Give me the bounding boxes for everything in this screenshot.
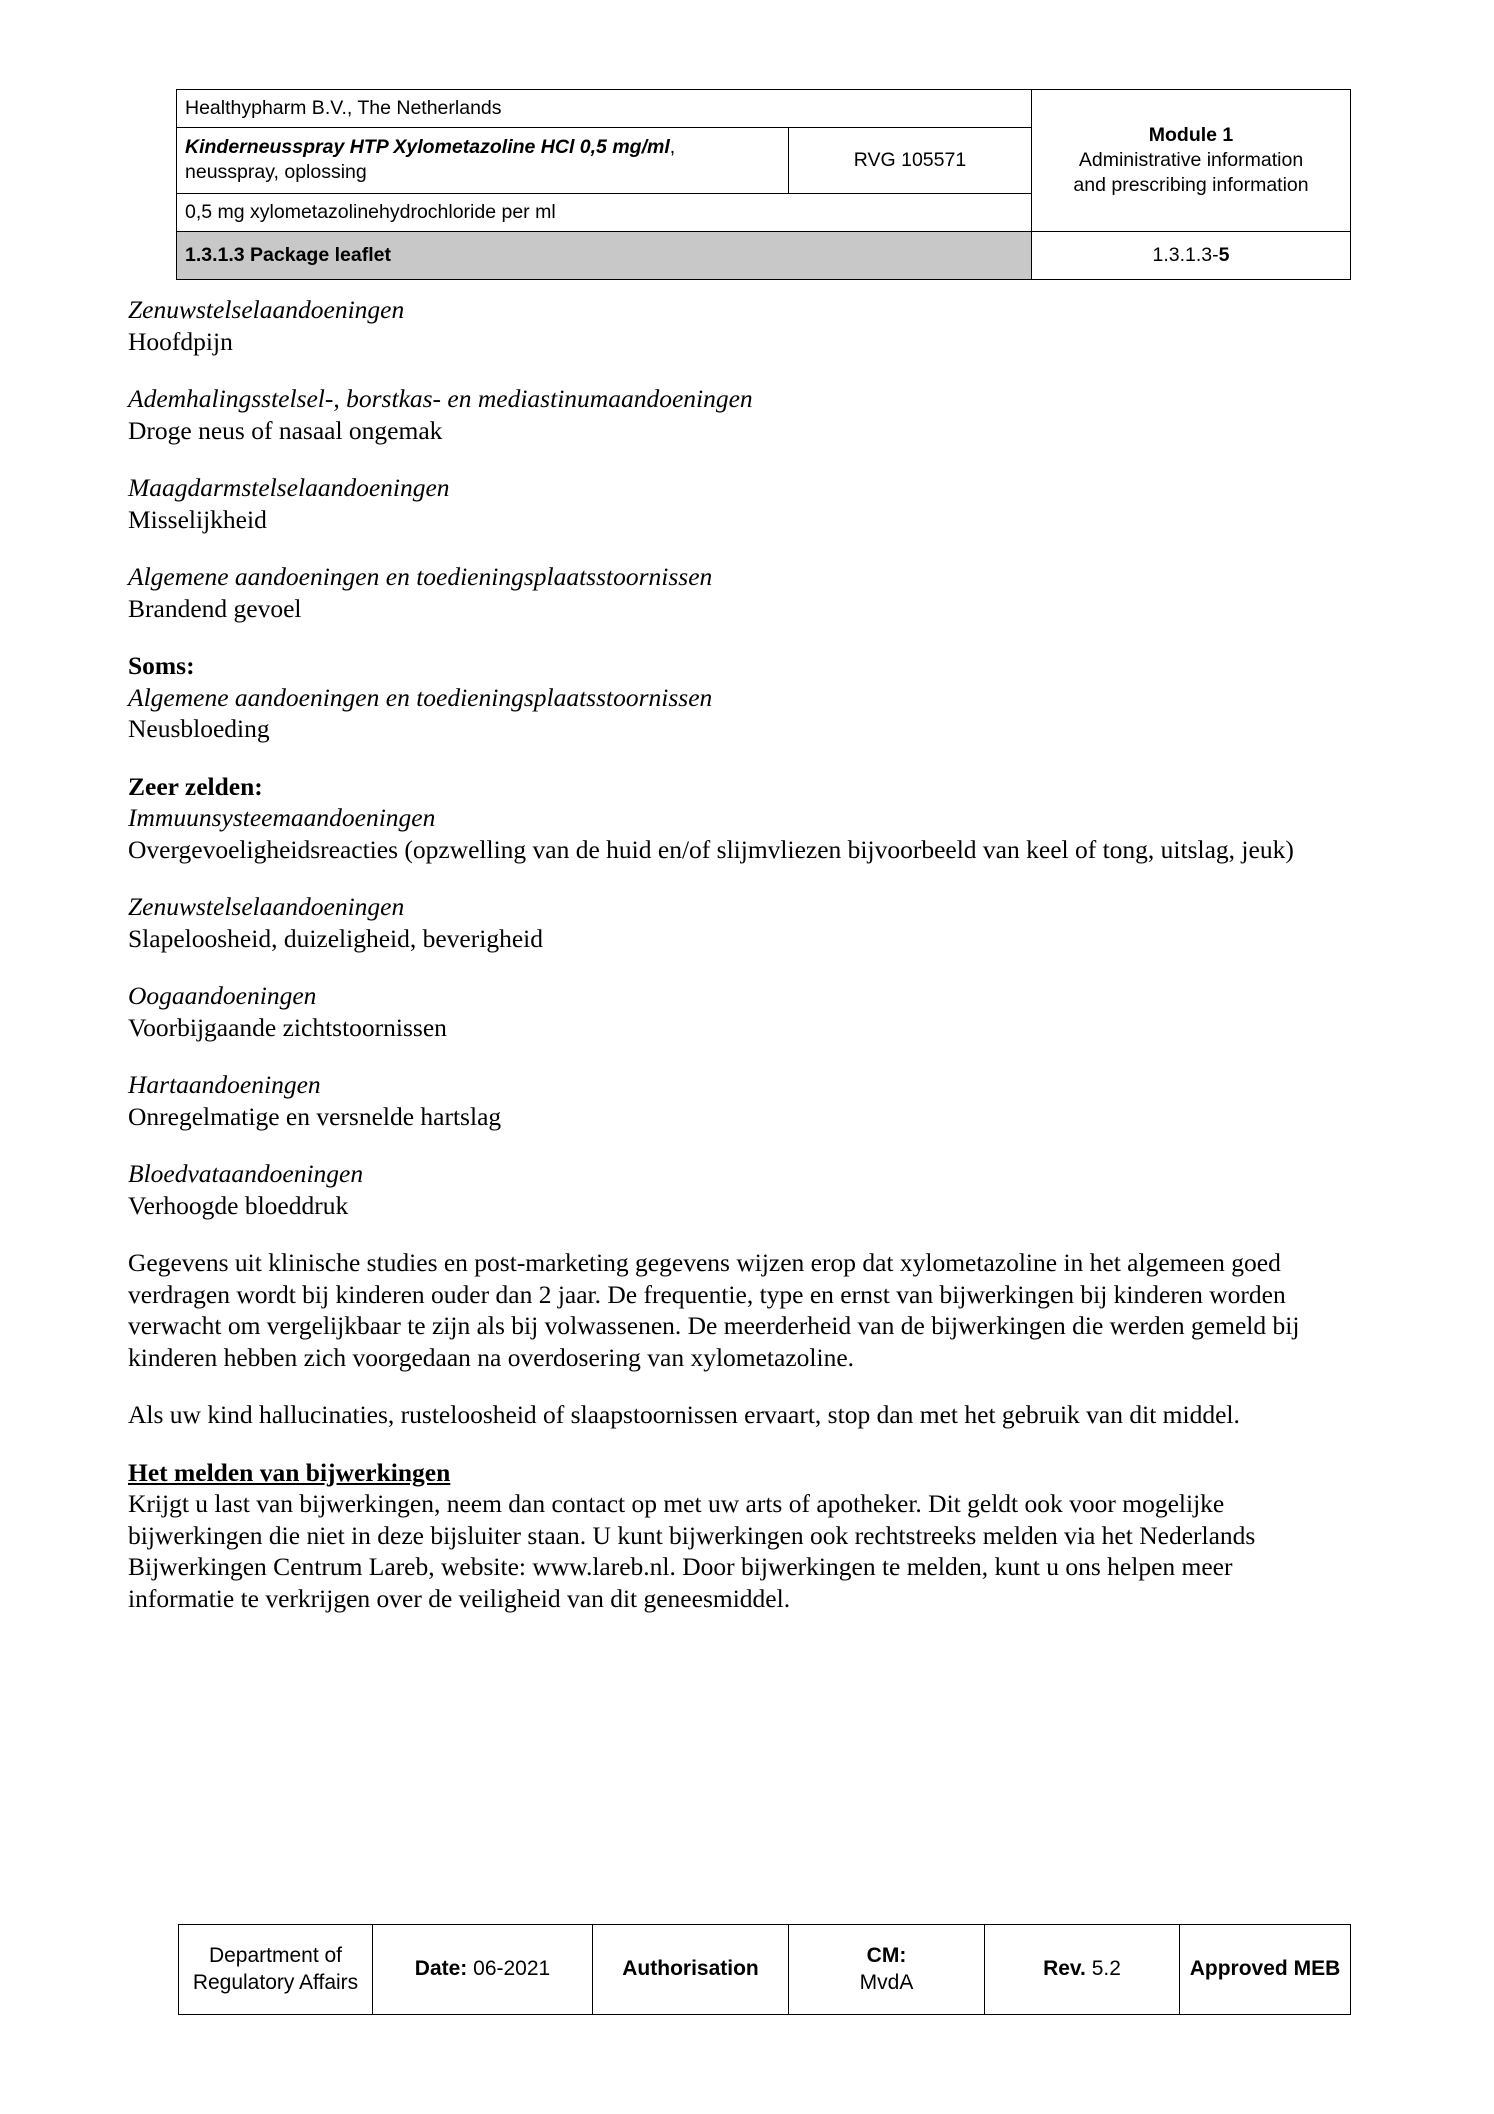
header-module-cell (1032, 90, 1351, 232)
date-value: 06-2021 (473, 1957, 551, 1981)
adverse-effect-term: Droge neus of nasaal ongemak (128, 415, 443, 445)
adverse-effect-group (128, 1069, 1343, 1132)
adverse-effect-group (128, 891, 1343, 954)
leaflet-body (128, 294, 1343, 1614)
adverse-effect-group (128, 980, 1343, 1043)
system-organ-class: Zenuwstelselaandoeningen (128, 295, 405, 324)
module-title: Module 1 (1148, 123, 1234, 146)
frequency-block-zeer-zelden (128, 771, 1343, 866)
department-line1: Department of (208, 1944, 343, 1968)
document-number-prefix: 1.3.1.3- (1152, 243, 1219, 266)
footer-revision-cell (985, 1925, 1180, 2015)
document-page-number: 5 (1218, 243, 1230, 266)
adverse-effect-term: Slapeloosheid, duizeligheid, beverigheid (128, 923, 543, 953)
adverse-effect-term: Misselijkheid (128, 504, 267, 534)
cm-label: CM: (866, 1944, 907, 1968)
header-row-company (177, 90, 1351, 128)
document-header-table (176, 89, 1351, 280)
adverse-effect-term: Neusbloeding (128, 714, 270, 743)
paragraph-hallucinations-warning: Als uw kind hallucinaties, rusteloosheid of slaapstoornissen ervaart, stop dan met het gebruik van dit middel. (128, 1400, 1240, 1429)
footer-cm-cell (789, 1925, 985, 2015)
footer-date-cell (373, 1925, 593, 2015)
header-row-section (177, 232, 1351, 280)
reporting-text: Krijgt u last van bijwerkingen, neem dan contact op met uw arts of apotheker. Dit geldt ook voor mogelijke bijwerkingen die niet in deze bijsluiter staan. U kunt bijwerkingen ook rechtstreeks melden via het Nederlands Bijwerkingen Centrum Lareb, website: www.lareb.nl. Door bijwerkingen te melden, kunt u ons helpen meer informatie te verkrijgen over de veiligheid van dit geneesmiddel. (128, 1489, 1256, 1613)
footer-department-cell (179, 1925, 373, 2015)
system-organ-class: Oogaandoeningen (128, 981, 317, 1010)
approved-label: Approved MEB (1189, 1957, 1341, 1981)
reporting-heading: Het melden van bijwerkingen (128, 1457, 451, 1487)
system-organ-class: Immuunsysteemaandoeningen (128, 803, 436, 832)
product-form: neusspray, oplossing (185, 161, 367, 183)
product-name-comma: , (669, 136, 676, 159)
header-registration-cell (789, 128, 1032, 194)
header-company-cell (177, 90, 1032, 128)
frequency-label: Soms: (128, 651, 195, 680)
header-strength-cell (177, 194, 1032, 232)
document-footer-table (178, 1924, 1351, 2015)
footer-row (179, 1925, 1351, 2015)
system-organ-class: Hartaandoeningen (128, 1070, 321, 1099)
authorisation-label: Authorisation (622, 1957, 759, 1981)
cm-value: MvdA (859, 1970, 914, 1994)
system-organ-class: Bloedvataandoeningen (128, 1159, 364, 1188)
adverse-effect-term: Voorbijgaande zichtstoornissen (128, 1012, 447, 1042)
footer-approved-cell (1180, 1925, 1351, 2015)
adverse-effect-group (128, 1158, 1343, 1221)
system-organ-class: Maagdarmstelselaandoeningen (128, 473, 450, 502)
document-number-cell (1032, 232, 1351, 280)
system-organ-class: Algemene aandoeningen en toedieningsplaatsstoornissen (128, 562, 713, 591)
registration-number: RVG 105571 (853, 148, 967, 171)
product-name: Kinderneusspray HTP Xylometazoline HCl 0,5 mg/ml (185, 136, 670, 159)
system-organ-class: Algemene aandoeningen en toedieningsplaatsstoornissen (128, 682, 713, 712)
adverse-effect-term: Hoofdpijn (128, 326, 233, 356)
header-product-cell (177, 128, 789, 194)
strength-text: 0,5 mg xylometazolinehydrochloride per ml (185, 200, 556, 223)
section-title-cell (177, 232, 1032, 280)
adverse-effect-term: Brandend gevoel (128, 593, 302, 623)
footer-authorisation-cell (593, 1925, 789, 2015)
revision-label: Rev. (1043, 1957, 1086, 1981)
frequency-block-soms (128, 650, 1343, 745)
company-name: Healthypharm B.V., The Netherlands (185, 96, 502, 119)
module-subtitle-line2: and prescribing information (1073, 173, 1309, 196)
revision-value: 5.2 (1091, 1957, 1121, 1981)
system-organ-class: Ademhalingsstelsel-, borstkas- en mediastinumaandoeningen (128, 384, 753, 413)
paragraph-children-tolerability: Gegevens uit klinische studies en post-marketing gegevens wijzen erop dat xylometazoline in het algemeen goed verdragen wordt bij kinderen ouder dan 2 jaar. De frequentie, type en ernst van bijwerkingen bij kinderen worden verwacht om vergelijkbaar te zijn als bij volwassenen. De meerderheid van de bijwerkingen die werden gemeld bij kinderen hebben zich voorgedaan na overdosering van xylometazoline. (128, 1248, 1300, 1372)
adverse-effect-group (128, 383, 1343, 446)
system-organ-class: Zenuwstelselaandoeningen (128, 892, 405, 921)
adverse-effect-group (128, 561, 1343, 624)
adverse-effect-term: Onregelmatige en versnelde hartslag (128, 1101, 502, 1131)
date-label: Date: (414, 1957, 468, 1981)
frequency-label: Zeer zelden: (128, 771, 263, 801)
reporting-section (128, 1457, 1343, 1615)
adverse-effect-term: Overgevoeligheidsreacties (opzwelling van de huid en/of slijmvliezen bijvoorbeeld van keel of tong, uitslag, jeuk) (128, 834, 1294, 864)
module-subtitle-line1: Administrative information (1078, 149, 1304, 172)
adverse-effect-term: Verhoogde bloeddruk (128, 1190, 349, 1220)
adverse-effect-group (128, 294, 1343, 357)
department-line2: Regulatory Affairs (192, 1970, 359, 1994)
page-title: 1.3.1.3 Package leaflet (185, 243, 391, 266)
adverse-effect-group (128, 472, 1343, 535)
